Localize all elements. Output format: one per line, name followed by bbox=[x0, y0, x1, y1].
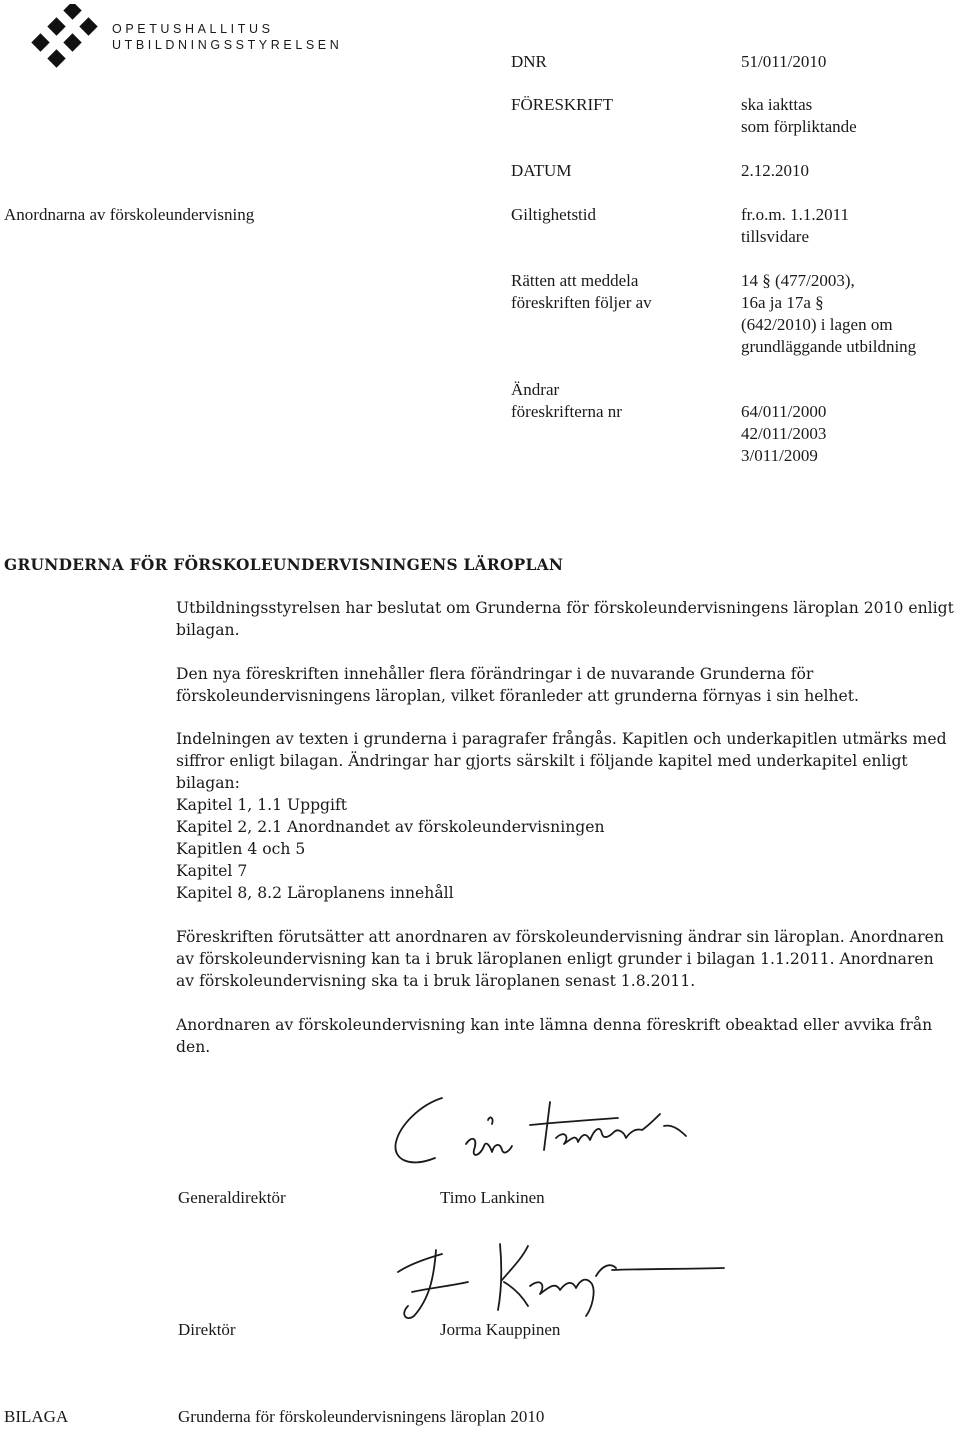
type-value-1: ska iakttas bbox=[741, 95, 813, 114]
authority-value-2: 16a ja 17a § bbox=[741, 293, 824, 312]
validity-value-2: tillsvidare bbox=[741, 227, 809, 246]
signature-timo-lankinen bbox=[380, 1080, 710, 1180]
date-label: DATUM bbox=[511, 161, 572, 180]
signatory-name: Jorma Kauppinen bbox=[440, 1320, 561, 1339]
signatory-name: Timo Lankinen bbox=[440, 1188, 545, 1207]
paragraph-changes: Den nya föreskriften innehåller flera förändringar i de nuvarande Grunderna för förskoleundervisningens läroplan, vilket föranleder att grunderna förnyas i sin helhet. bbox=[176, 665, 860, 705]
signatory-title: Generaldirektör bbox=[178, 1188, 286, 1207]
paragraph-implementation: Föreskriften förutsätter att anordnaren av förskoleundervisning ändrar sin läroplan. Anordnaren av förskoleundervisning kan ta i bruk läroplanen enligt grunder i bilagan 1.1.2011. Anordnaren av förskoleundervisning ska ta i bruk läroplanen senast 1.8.2011. bbox=[176, 928, 944, 990]
authority-label-2: föreskriften följer av bbox=[511, 293, 652, 312]
amends-label-1: Ändrar bbox=[511, 380, 560, 399]
date-value: 2.12.2010 bbox=[741, 161, 809, 180]
dnr-label: DNR bbox=[511, 52, 547, 71]
signatory-title: Direktör bbox=[178, 1320, 236, 1339]
attachment-label: BILAGA bbox=[4, 1407, 69, 1426]
authority-value-4: grundläggande utbildning bbox=[741, 337, 917, 356]
amends-value: 64/011/2000 bbox=[741, 402, 827, 421]
amends-value: 42/011/2003 bbox=[741, 424, 827, 443]
type-label: FÖRESKRIFT bbox=[511, 95, 614, 114]
type-value-2: som förpliktande bbox=[741, 117, 857, 136]
document-title: GRUNDERNA FÖR FÖRSKOLEUNDERVISNINGENS LÄROPLAN bbox=[4, 556, 564, 574]
chapter-item: Kapitel 7 bbox=[176, 862, 248, 880]
authority-value-1: 14 § (477/2003), bbox=[741, 271, 855, 290]
paragraph-structure: Indelningen av texten i grunderna i paragrafer frångås. Kapitlen och underkapitlen utmärks med siffror enligt bilagan. Ändringar har gjorts särskilt i följande kapitel med underkapitel enligt bilagan: bbox=[176, 730, 947, 792]
logo-line-finnish: OPETUSHALLITUS bbox=[112, 22, 274, 36]
authority-value-3: (642/2010) i lagen om bbox=[741, 315, 893, 334]
chapter-item: Kapitel 2, 2.1 Anordnandet av förskoleundervisningen bbox=[176, 818, 605, 836]
validity-value-1: fr.o.m. 1.1.2011 bbox=[741, 205, 849, 224]
paragraph-decision: Utbildningsstyrelsen har beslutat om Grunderna för förskoleundervisningens läroplan 2010 enligt bilagan. bbox=[176, 599, 954, 639]
validity-label: Giltighetstid bbox=[511, 205, 596, 224]
chapter-item: Kapitel 1, 1.1 Uppgift bbox=[176, 796, 348, 814]
paragraph-obligation: Anordnaren av förskoleundervisning kan inte lämna denna föreskrift obeaktad eller avvika från den. bbox=[176, 1016, 933, 1056]
dnr-value: 51/011/2010 bbox=[741, 52, 827, 71]
amends-value: 3/011/2009 bbox=[741, 446, 818, 465]
utbildningsstyrelsen-logo-icon bbox=[30, 4, 110, 70]
attachment-title: Grunderna för förskoleundervisningens läroplan 2010 bbox=[178, 1407, 545, 1426]
authority-label-1: Rätten att meddela bbox=[511, 271, 639, 290]
amends-label-2: föreskrifterna nr bbox=[511, 402, 622, 421]
chapter-item: Kapitel 8, 8.2 Läroplanens innehåll bbox=[176, 884, 454, 902]
signature-jorma-kauppinen bbox=[390, 1236, 730, 1326]
recipient: Anordnarna av förskoleundervisning bbox=[4, 205, 255, 224]
logo-line-swedish: UTBILDNINGSSTYRELSEN bbox=[112, 38, 343, 52]
chapter-item: Kapitlen 4 och 5 bbox=[176, 840, 306, 858]
